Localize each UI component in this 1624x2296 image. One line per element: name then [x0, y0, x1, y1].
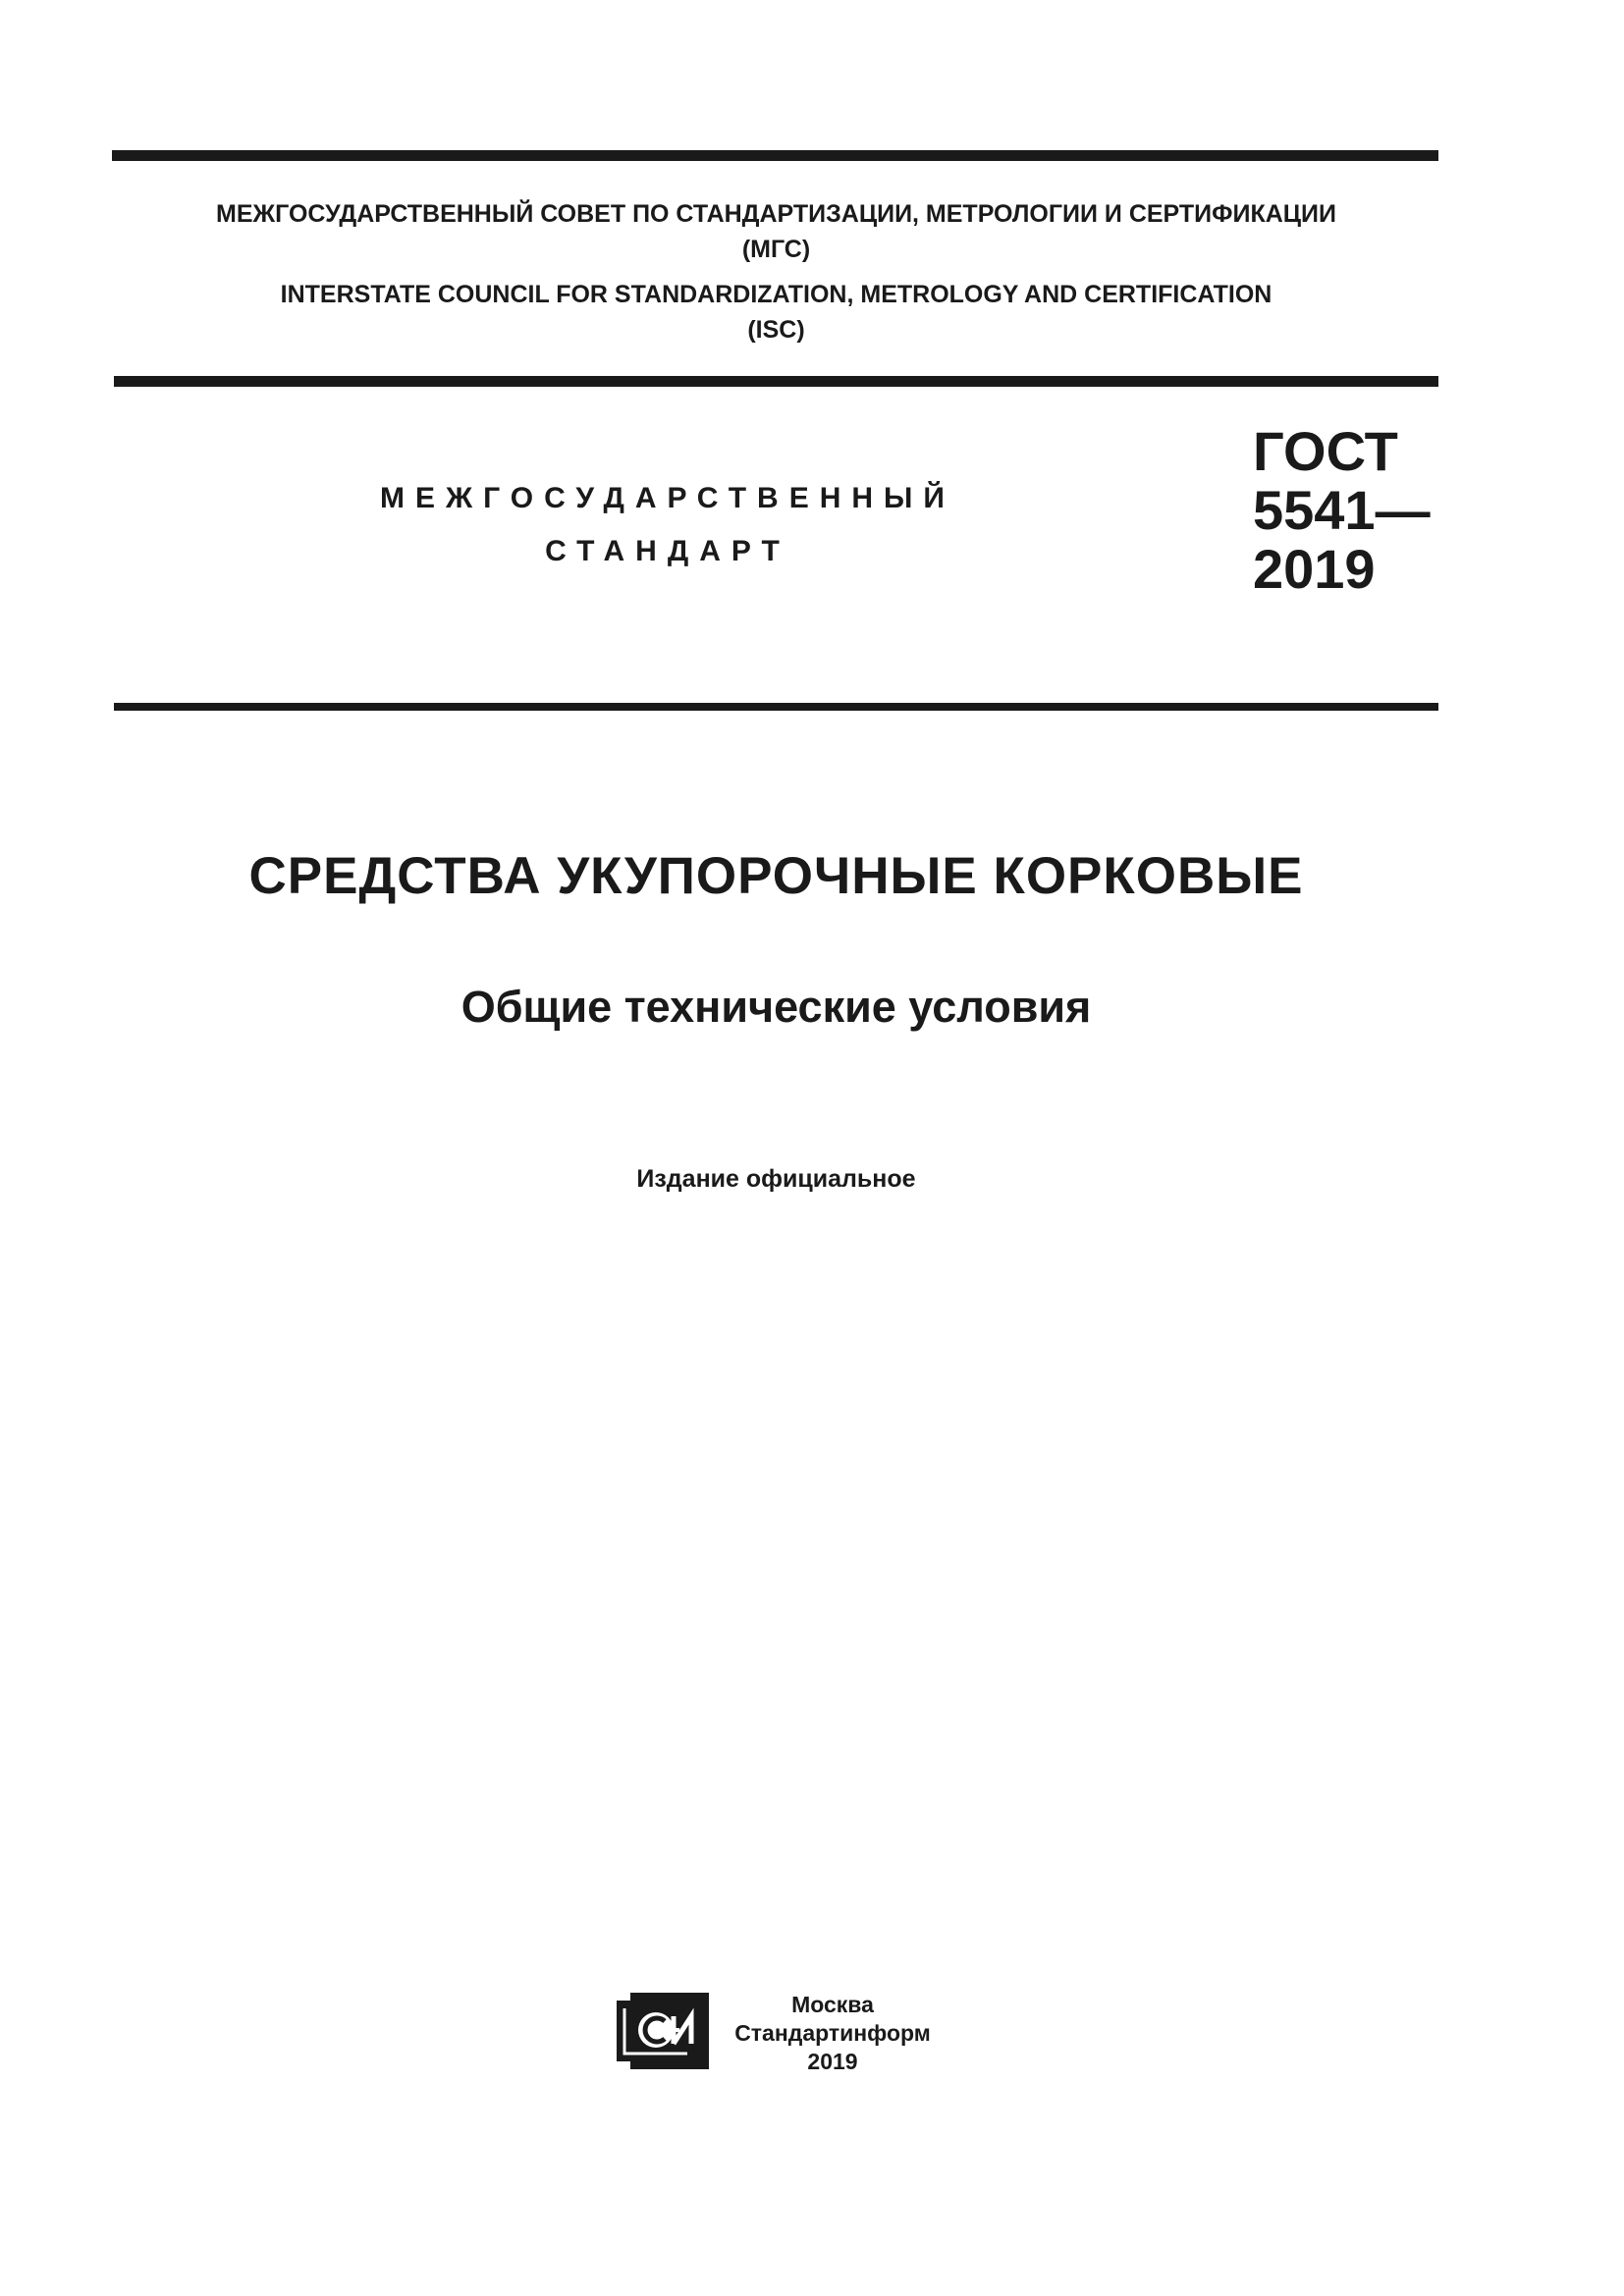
council-divider [114, 376, 1438, 387]
gost-number: 5541— [1253, 479, 1431, 541]
council-en [114, 277, 1438, 347]
edition-label: Издание официальное [636, 1165, 916, 1193]
publisher-block [725, 1991, 941, 2076]
document-title: СРЕДСТВА УКУПОРОЧНЫЕ КОРКОВЫЕ [248, 847, 1304, 905]
top-divider [112, 150, 1438, 161]
publisher-city: Москва [791, 1992, 874, 2017]
standard-type-line1: МЕЖГОСУДАРСТВЕННЫЙ [380, 482, 955, 514]
publisher-name: Стандартинформ [734, 2020, 931, 2046]
standard-type [353, 472, 982, 578]
document-subtitle: Общие технические условия [460, 982, 1092, 1032]
council-en-name: INTERSTATE COUNCIL FOR STANDARDIZATION, METROLOGY AND CERTIFICATION [280, 281, 1272, 308]
standartinform-logo-icon [617, 1991, 709, 2069]
publisher-year: 2019 [807, 2049, 858, 2074]
gost-year: 2019 [1253, 538, 1376, 600]
gost-prefix: ГОСТ [1253, 420, 1398, 482]
gost-designation [1253, 422, 1431, 599]
header-divider [114, 703, 1438, 711]
standard-type-line2: СТАНДАРТ [545, 535, 790, 567]
council-ru-name: МЕЖГОСУДАРСТВЕННЫЙ СОВЕТ ПО СТАНДАРТИЗАЦИИ, МЕТРОЛОГИИ И СЕРТИФИКАЦИИ [216, 200, 1336, 228]
council-ru-abbr: (МГС) [741, 236, 811, 263]
council-en-abbr: (ISC) [747, 316, 805, 344]
council-ru [114, 196, 1438, 267]
